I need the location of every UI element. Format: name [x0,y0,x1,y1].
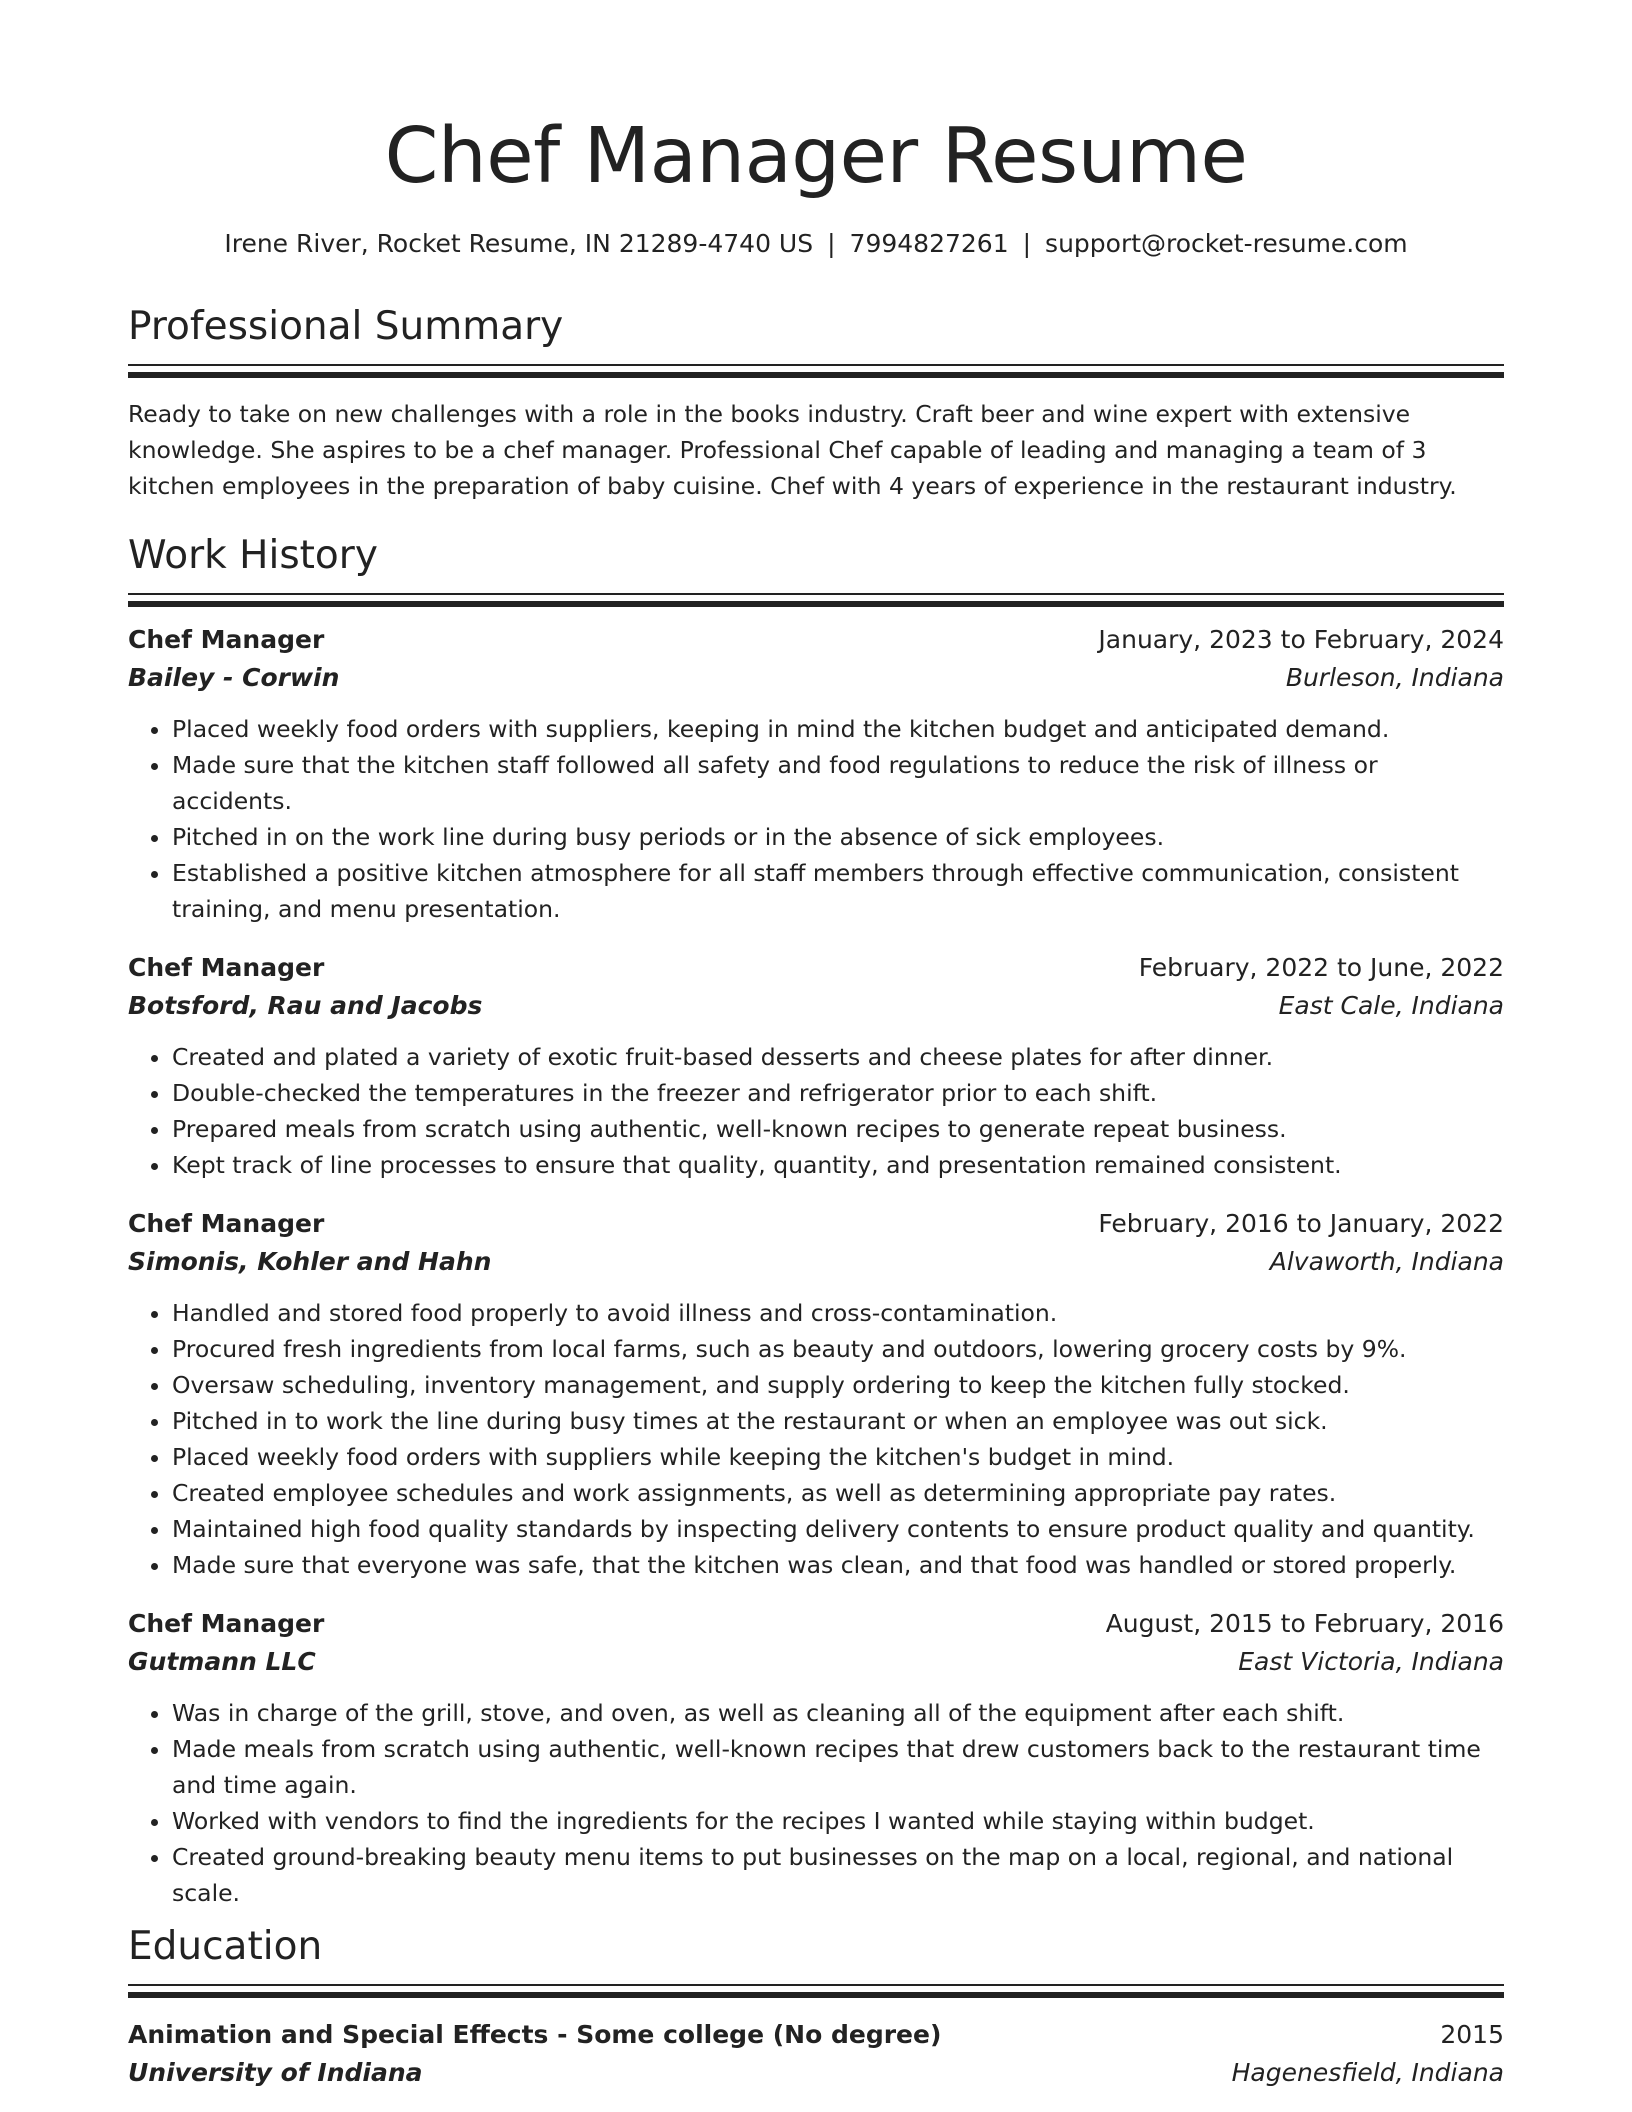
list-item: • Made sure that the kitchen staff followed all safety and food regulations to reduce the risk of illness or accidents. [172,747,1504,819]
job-title: Chef Manager [128,952,325,982]
job-dates: August, 2015 to February, 2016 [1105,1608,1504,1638]
job-location: East Victoria, Indiana [1238,1646,1504,1676]
education-school-row [128,2054,1504,2092]
job-title: Chef Manager [128,1608,325,1638]
list-item: • Placed weekly food orders with suppliers while keeping the kitchen's budget in mind. [172,1439,1504,1475]
job-dates: February, 2022 to June, 2022 [1138,952,1504,982]
section-heading: Professional Summary [128,304,564,349]
job-duties-list [128,1039,1504,1183]
job-dates: February, 2016 to January, 2022 [1098,1208,1504,1238]
job-company-row [128,1243,1504,1281]
job-entry [128,621,1504,927]
list-item: • Created ground-breaking beauty menu items to put businesses on the map on a local, regional, and national scale. [172,1839,1504,1911]
job-company-row [128,659,1504,697]
section-heading: Education [128,1923,323,1969]
job-header-row [128,1605,1504,1643]
job-company-row [128,1643,1504,1681]
list-item: • Kept track of line processes to ensure that quality, quantity, and presentation remained consistent. [172,1147,1504,1183]
education-year: 2015 [1440,2019,1504,2049]
list-item: • Was in charge of the grill, stove, and oven, as well as cleaning all of the equipment after each shift. [172,1695,1504,1731]
summary-text: Ready to take on new challenges with a role in the books industry. Craft beer and wine expert with extensive knowledge. She aspires to be a chef manager. Professional Chef capable of leading and managing a team of 3 kitchen employees in the preparation of baby cuisine. Chef with 4 years of experience in the restaurant industry. [128,399,1457,500]
section-divider [128,593,1504,595]
job-duties-list [128,711,1504,927]
work-history-section [128,534,1504,1911]
contact-separator: | [827,229,836,258]
contact-line [128,229,1504,259]
resume-header [128,0,1504,259]
list-item: • Procured fresh ingredients from local farms, such as beauty and outdoors, lowering grocery costs by 9%. [172,1331,1504,1367]
section-divider-thick [128,1992,1504,1998]
list-item: • Created and plated a variety of exotic fruit-based desserts and cheese plates for after dinner. [172,1039,1504,1075]
contact-email: support@rocket-resume.com [1045,229,1408,258]
list-item: • Made sure that everyone was safe, that the kitchen was clean, and that food was handled or stored properly. [172,1547,1504,1583]
job-location: Alvaworth, Indiana [1269,1246,1504,1276]
professional-summary-section [128,305,1504,504]
job-header-row [128,949,1504,987]
section-divider-thick [128,372,1504,378]
section-heading: Work History [128,532,378,578]
list-item: • Worked with vendors to find the ingredients for the recipes I wanted while staying within budget. [172,1803,1504,1839]
job-duties-list [128,1295,1504,1583]
section-divider [128,1984,1504,1986]
list-item: • Created employee schedules and work assignments, as well as determining appropriate pay rates. [172,1475,1504,1511]
contact-separator: | [1022,229,1032,258]
job-title: Chef Manager [128,1208,325,1238]
job-location: Burleson, Indiana [1285,662,1504,692]
job-company: Simonis, Kohler and Hahn [128,1246,492,1276]
contact-phone: 7994827261 [849,229,1009,258]
list-item: • Handled and stored food properly to avoid illness and cross-contamination. [172,1295,1504,1331]
job-header-row [128,1205,1504,1243]
resume-page [128,0,1504,2092]
job-dates: January, 2023 to February, 2024 [1098,624,1504,654]
education-school: University of Indiana [128,2057,423,2087]
page-title: Chef Manager Resume [384,112,1248,201]
education-header-row [128,2016,1504,2054]
job-title: Chef Manager [128,624,325,654]
list-item: • Established a positive kitchen atmosphere for all staff members through effective communication, consistent training, and menu presentation. [172,855,1504,927]
job-company-row [128,987,1504,1025]
education-location: Hagenesfield, Indiana [1231,2057,1504,2087]
list-item: • Pitched in on the work line during busy periods or in the absence of sick employees. [172,819,1504,855]
list-item: • Double-checked the temperatures in the freezer and refrigerator prior to each shift. [172,1075,1504,1111]
list-item: • Oversaw scheduling, inventory management, and supply ordering to keep the kitchen fully stocked. [172,1367,1504,1403]
section-divider-thick [128,601,1504,607]
job-company: Botsford, Rau and Jacobs [128,990,483,1020]
job-entry [128,949,1504,1183]
job-location: East Cale, Indiana [1278,990,1504,1020]
education-degree: Animation and Special Effects - Some college (No degree) [128,2019,942,2049]
contact-address: Irene River, Rocket Resume, IN 21289-4740 US [224,229,814,258]
list-item: • Made meals from scratch using authentic, well-known recipes that drew customers back to the restaurant time and time again. [172,1731,1504,1803]
section-divider [128,364,1504,366]
job-header-row [128,621,1504,659]
job-entry [128,1605,1504,1911]
list-item: • Prepared meals from scratch using authentic, well-known recipes to generate repeat business. [172,1111,1504,1147]
list-item: • Placed weekly food orders with suppliers, keeping in mind the kitchen budget and anticipated demand. [172,711,1504,747]
education-section [128,1925,1504,2092]
job-duties-list [128,1695,1504,1911]
education-entry [128,2016,1504,2092]
list-item: • Maintained high food quality standards by inspecting delivery contents to ensure product quality and quantity. [172,1511,1504,1547]
list-item: • Pitched in to work the line during busy times at the restaurant or when an employee was out sick. [172,1403,1504,1439]
job-company: Gutmann LLC [128,1646,316,1676]
job-company: Bailey - Corwin [128,662,340,692]
job-entry [128,1205,1504,1583]
